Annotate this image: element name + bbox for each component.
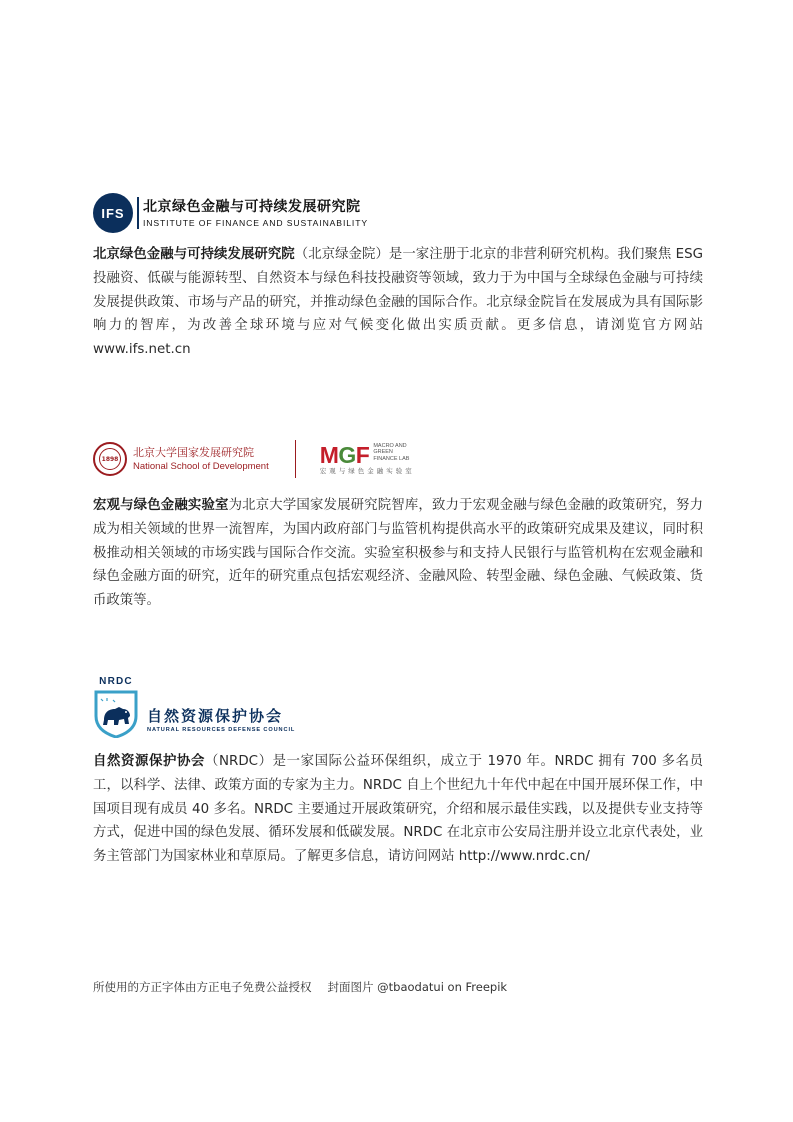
nrdc-logo-name-en: NATURAL RESOURCES DEFENSE COUNCIL [147,727,296,733]
nrdc-logo-name-cn: 自然资源保护协会 [147,707,284,725]
nrdc-logo-text [147,706,295,734]
mgf-mark [320,443,370,467]
nrdc-description-text: （NRDC）是一家国际公益环保组织，成立于 1970 年。NRDC 拥有 700 多名员工，以科学、法律、政策方面的专家为主力。NRDC 自上个世纪九十年代中起在中国开展环保工作，中国项目现有成员 40 多名。NRDC 主要通过开展政策研究，介绍和展示最佳实践，以及提供专业支持等方式，促进中国的绿色发展、循环发展和低碳发展。NRDC 在北京市公安局注册并设立北京代表处，业务主管部门为国家林业和草原局。了解更多信息，请访问网站 http://www.nrdc.cn/ [93,754,703,865]
cover-image-credit: 封面图片 @tbaodatui on Freepik [327,980,508,994]
nrdc-name: 自然资源保护协会 [93,754,206,769]
pku-seal-text: 1898 [101,455,119,463]
nrdc-section [93,750,703,869]
nsd-logo-name-en: National School of Development [133,460,269,472]
nsd-mgf-logo [93,440,415,478]
nsd-logo-text [133,446,269,473]
bear-shield-icon [93,690,139,738]
nsd-logo-name-cn: 北京大学国家发展研究院 [133,445,254,459]
mgf-letter-m: M [319,441,339,468]
credits-footer [93,978,507,996]
mgf-en-line: MACRO AND [373,442,407,449]
ifs-logo-name-en: INSTITUTE OF FINANCE AND SUSTAINABILITY [143,217,368,228]
mgf-logo-name-en [373,443,409,463]
mgf-name: 宏观与绿色金融实验室 [93,498,229,513]
pku-seal-inner [99,448,121,470]
mgf-en-line: GREEN [373,449,393,455]
ifs-badge: IFS [93,193,133,233]
logo-divider [295,440,296,478]
ifs-logo-name-cn: 北京绿色金融与可持续发展研究院 [143,198,361,215]
ifs-description [93,243,703,362]
mgf-letter-f: F [355,441,370,468]
nrdc-logo [93,676,295,738]
font-credit: 所使用的方正字体由方正电子免费公益授权 [93,980,312,994]
ifs-logo-text [143,198,368,229]
mgf-description [93,494,703,613]
ifs-logo [93,193,368,233]
mgf-logo-name-cn: 宏观与绿色金融实验室 [319,466,415,475]
nrdc-wordmark: NRDC [99,676,133,687]
ifs-name: 北京绿色金融与可持续发展研究院 [93,247,295,262]
nrdc-emblem [93,676,139,738]
ifs-description-text: （北京绿金院）是一家注册于北京的非营利研究机构。我们聚焦 ESG 投融资、低碳与能源转型、自然资本与绿色科技投融资等领域，致力于为中国与全球绿色金融与可持续发展提供政策、市场与产品的研究，并推动绿色金融的国际合作。北京绿金院旨在发展成为具有国际影响力的智库，为改善全球环境与应对气候变化做出实质贡献。更多信息，请浏览官方网站 www.ifs.net.cn [93,247,703,358]
mgf-en-line: FINANCE LAB [373,455,410,462]
mgf-description-text: 为北京大学国家发展研究院智库，致力于宏观金融与绿色金融的政策研究，努力成为相关领域的世界一流智库，为国内政府部门与监管机构提供高水平的政策研究成果及建议，同时积极推动相关领域的市场实践与国际合作交流。实验室积极参与和支持人民银行与监管机构在宏观金融和绿色金融方面的研究，近年的研究重点包括宏观经济、金融风险、转型金融、绿色金融、气候政策、货币政策等。 [93,498,703,609]
pku-seal-icon [93,442,127,476]
nrdc-description [93,750,703,869]
mgf-letter-g: G [338,441,356,468]
ifs-section [93,243,703,362]
mgf-logo [320,443,415,476]
mgf-section [93,494,703,613]
